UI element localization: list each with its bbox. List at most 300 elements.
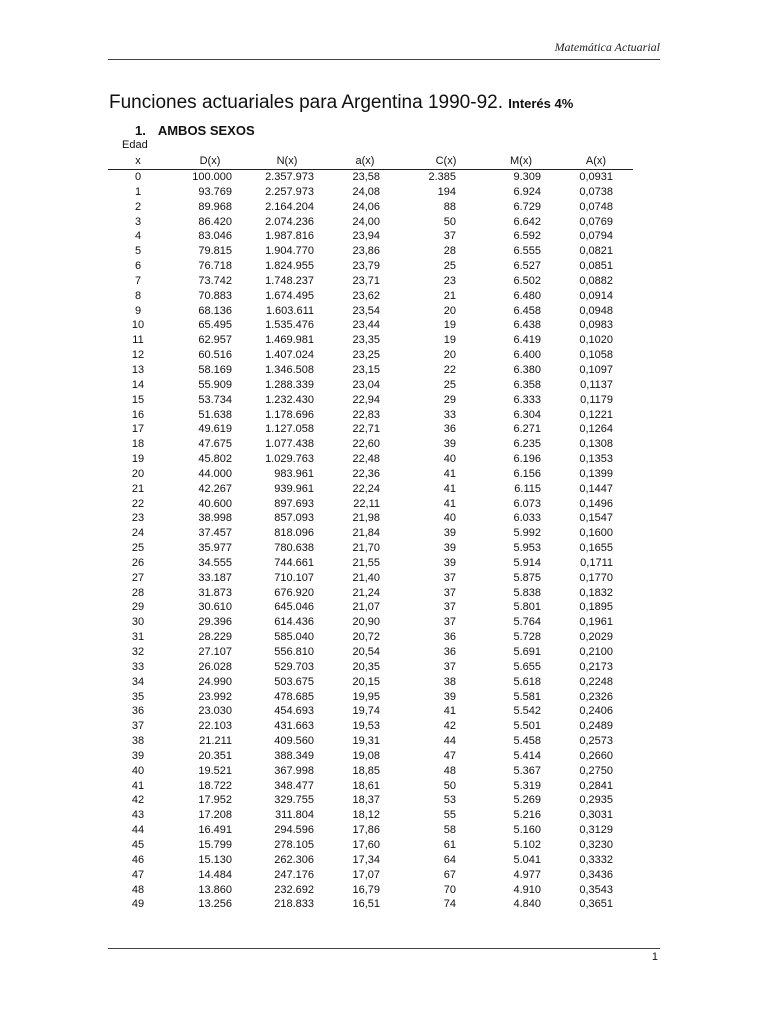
column-header-nx: N(x) bbox=[276, 155, 298, 167]
cell-mx: 6.073 bbox=[513, 497, 541, 510]
cell-ax: 22,83 bbox=[352, 408, 380, 421]
cell-cx: 88 bbox=[443, 200, 456, 213]
cell-nx: 454.693 bbox=[274, 705, 314, 718]
cell-age: 32 bbox=[131, 646, 145, 658]
cell-age: 45 bbox=[131, 838, 145, 851]
cell-mx: 5.041 bbox=[513, 853, 541, 866]
cell-ax-insurance: 0,0851 bbox=[579, 260, 613, 273]
cell-dx: 31.873 bbox=[198, 586, 232, 599]
table-row bbox=[0, 645, 768, 660]
cell-dx: 49.619 bbox=[198, 423, 232, 436]
table-row bbox=[0, 452, 768, 467]
table-row bbox=[0, 363, 768, 378]
cell-mx: 5.414 bbox=[513, 749, 541, 762]
cell-nx: 1.288.339 bbox=[265, 378, 314, 391]
cell-ax: 19,31 bbox=[352, 735, 380, 748]
cell-nx: 2.164.204 bbox=[265, 200, 314, 213]
cell-dx: 15.799 bbox=[198, 838, 232, 851]
cell-mx: 4.840 bbox=[513, 898, 541, 911]
cell-nx: 1.077.438 bbox=[265, 438, 314, 451]
table-row bbox=[0, 259, 768, 274]
cell-ax-insurance: 0,2029 bbox=[579, 631, 613, 644]
cell-ax: 16,79 bbox=[352, 883, 380, 896]
cell-ax-insurance: 0,1020 bbox=[579, 334, 613, 347]
cell-dx: 17.208 bbox=[198, 809, 232, 822]
cell-age: 20 bbox=[131, 467, 145, 480]
cell-ax-insurance: 0,2326 bbox=[579, 690, 613, 703]
cell-nx: 431.663 bbox=[274, 720, 314, 733]
cell-ax: 22,24 bbox=[352, 482, 380, 495]
cell-dx: 24.990 bbox=[198, 675, 232, 688]
cell-age: 25 bbox=[131, 542, 145, 555]
cell-dx: 38.998 bbox=[198, 512, 232, 525]
cell-nx: 262.306 bbox=[274, 853, 314, 866]
cell-mx: 5.838 bbox=[513, 586, 541, 599]
cell-nx: 409.560 bbox=[274, 735, 314, 748]
cell-ax-insurance: 0,3332 bbox=[579, 853, 613, 866]
cell-dx: 30.610 bbox=[198, 601, 232, 614]
cell-nx: 1.407.024 bbox=[265, 349, 314, 362]
cell-cx: 67 bbox=[443, 868, 456, 881]
cell-dx: 47.675 bbox=[198, 438, 232, 451]
cell-dx: 23.992 bbox=[198, 690, 232, 703]
column-header-cx: C(x) bbox=[435, 155, 457, 167]
cell-ax: 24,08 bbox=[352, 185, 380, 198]
cell-age: 34 bbox=[131, 675, 145, 688]
cell-ax-insurance: 0,1264 bbox=[579, 423, 613, 436]
cell-mx: 6.196 bbox=[513, 453, 541, 466]
cell-dx: 65.495 bbox=[198, 319, 232, 332]
table-row bbox=[0, 333, 768, 348]
cell-ax-insurance: 0,0948 bbox=[579, 304, 613, 317]
cell-cx: 25 bbox=[443, 260, 456, 273]
cell-nx: 278.105 bbox=[274, 838, 314, 851]
cell-nx: 1.603.611 bbox=[265, 304, 314, 317]
cell-mx: 5.458 bbox=[513, 735, 541, 748]
table-row bbox=[0, 704, 768, 719]
cell-age: 6 bbox=[134, 260, 142, 273]
cell-nx: 645.046 bbox=[274, 601, 314, 614]
cell-mx: 6.380 bbox=[513, 363, 541, 376]
cell-dx: 22.103 bbox=[198, 720, 232, 733]
cell-cx: 47 bbox=[443, 749, 456, 762]
cell-ax-insurance: 0,1895 bbox=[579, 601, 613, 614]
cell-ax-insurance: 0,1353 bbox=[579, 453, 613, 466]
cell-age: 49 bbox=[131, 898, 145, 911]
table-row bbox=[0, 719, 768, 734]
cell-dx: 13.256 bbox=[198, 898, 232, 911]
cell-mx: 6.592 bbox=[513, 230, 541, 243]
table-row bbox=[0, 185, 768, 200]
cell-nx: 348.477 bbox=[274, 779, 314, 792]
cell-ax: 23,35 bbox=[352, 334, 380, 347]
cell-cx: 22 bbox=[443, 363, 456, 376]
cell-cx: 70 bbox=[443, 883, 456, 896]
cell-dx: 53.734 bbox=[198, 393, 232, 406]
table-row bbox=[0, 675, 768, 690]
cell-ax-insurance: 0,2660 bbox=[579, 749, 613, 762]
cell-cx: 39 bbox=[443, 527, 456, 540]
cell-dx: 100.000 bbox=[192, 171, 232, 183]
table-row bbox=[0, 571, 768, 586]
cell-mx: 6.033 bbox=[513, 512, 541, 525]
cell-ax: 23,54 bbox=[352, 304, 380, 317]
cell-cx: 48 bbox=[443, 764, 456, 777]
cell-dx: 40.600 bbox=[198, 497, 232, 510]
cell-ax-insurance: 0,0738 bbox=[579, 185, 613, 198]
cell-dx: 27.107 bbox=[198, 646, 232, 658]
cell-ax-insurance: 0,1308 bbox=[579, 438, 613, 451]
cell-dx: 33.187 bbox=[198, 571, 232, 584]
cell-cx: 40 bbox=[443, 512, 456, 525]
cell-ax: 17,60 bbox=[352, 838, 380, 851]
cell-cx: 40 bbox=[443, 453, 456, 466]
cell-age: 42 bbox=[131, 794, 145, 807]
table-row bbox=[0, 838, 768, 853]
table-row bbox=[0, 541, 768, 556]
table-row bbox=[0, 304, 768, 319]
cell-dx: 19.521 bbox=[198, 764, 232, 777]
cell-mx: 6.555 bbox=[513, 245, 541, 258]
cell-ax: 20,90 bbox=[352, 616, 380, 629]
table-row bbox=[0, 660, 768, 675]
cell-ax: 23,62 bbox=[352, 289, 380, 302]
cell-ax-insurance: 0,2935 bbox=[579, 794, 613, 807]
cell-nx: 897.693 bbox=[274, 497, 314, 510]
cell-age: 31 bbox=[131, 631, 145, 644]
running-header-title: Matemática Actuarial bbox=[554, 40, 660, 54]
cell-dx: 23.030 bbox=[198, 705, 232, 718]
cell-age: 28 bbox=[131, 586, 145, 599]
cell-mx: 5.914 bbox=[513, 556, 541, 569]
cell-dx: 76.718 bbox=[198, 260, 232, 273]
cell-ax: 16,51 bbox=[352, 898, 380, 911]
cell-mx: 5.216 bbox=[513, 809, 541, 822]
cell-ax: 23,71 bbox=[352, 274, 380, 287]
section-label: AMBOS SEXOS bbox=[157, 123, 255, 138]
cell-ax-insurance: 0,1600 bbox=[579, 527, 613, 540]
cell-ax-insurance: 0,3129 bbox=[579, 824, 613, 837]
cell-mx: 4.977 bbox=[513, 868, 541, 881]
cell-ax: 22,71 bbox=[352, 423, 380, 436]
table-row bbox=[0, 586, 768, 601]
cell-ax-insurance: 0,1711 bbox=[580, 556, 613, 569]
cell-dx: 35.977 bbox=[198, 542, 232, 555]
cell-ax: 21,07 bbox=[352, 601, 380, 614]
actuarial-table bbox=[0, 170, 768, 912]
cell-nx: 983.961 bbox=[274, 467, 314, 480]
cell-cx: 41 bbox=[443, 497, 456, 510]
cell-cx: 61 bbox=[443, 838, 456, 851]
table-row bbox=[0, 749, 768, 764]
cell-cx: 20 bbox=[443, 304, 456, 317]
cell-dx: 79.815 bbox=[198, 245, 232, 258]
cell-mx: 6.502 bbox=[513, 274, 541, 287]
cell-mx: 5.618 bbox=[513, 675, 541, 688]
cell-age: 36 bbox=[131, 705, 145, 718]
cell-ax: 22,60 bbox=[352, 438, 380, 451]
cell-age: 39 bbox=[131, 749, 145, 762]
column-header-x: x bbox=[135, 155, 141, 167]
cell-nx: 2.357.973 bbox=[265, 171, 314, 183]
table-row bbox=[0, 883, 768, 898]
cell-nx: 2.074.236 bbox=[265, 215, 314, 228]
cell-dx: 93.769 bbox=[198, 185, 232, 198]
cell-cx: 39 bbox=[443, 542, 456, 555]
cell-mx: 5.801 bbox=[513, 601, 541, 614]
cell-cx: 41 bbox=[443, 467, 456, 480]
cell-age: 16 bbox=[131, 408, 145, 421]
cell-age: 29 bbox=[131, 601, 145, 614]
cell-mx: 5.581 bbox=[513, 690, 541, 703]
cell-mx: 5.542 bbox=[513, 705, 541, 718]
column-header-mx: M(x) bbox=[510, 155, 532, 167]
cell-ax-insurance: 0,1137 bbox=[580, 378, 613, 391]
cell-ax: 20,15 bbox=[352, 675, 380, 688]
cell-mx: 6.156 bbox=[513, 467, 541, 480]
table-row bbox=[0, 422, 768, 437]
cell-nx: 1.824.955 bbox=[265, 260, 314, 273]
cell-dx: 68.136 bbox=[198, 304, 232, 317]
cell-age: 14 bbox=[131, 378, 145, 391]
cell-dx: 51.638 bbox=[198, 408, 232, 421]
cell-age: 12 bbox=[131, 349, 145, 362]
table-row bbox=[0, 897, 768, 912]
table-row bbox=[0, 823, 768, 838]
cell-ax-insurance: 0,1399 bbox=[579, 467, 613, 480]
cell-mx: 6.729 bbox=[513, 200, 541, 213]
cell-mx: 6.400 bbox=[513, 349, 541, 362]
cell-dx: 58.169 bbox=[198, 363, 232, 376]
cell-ax: 18,85 bbox=[352, 764, 380, 777]
cell-nx: 1.029.763 bbox=[265, 453, 314, 466]
cell-ax-insurance: 0,1496 bbox=[579, 497, 613, 510]
cell-cx: 21 bbox=[443, 289, 456, 302]
cell-nx: 710.107 bbox=[274, 571, 314, 584]
cell-dx: 28.229 bbox=[198, 631, 232, 644]
cell-nx: 1.904.770 bbox=[265, 245, 314, 258]
cell-nx: 556.810 bbox=[274, 646, 314, 658]
cell-age: 5 bbox=[134, 245, 142, 258]
table-row bbox=[0, 526, 768, 541]
cell-dx: 13.860 bbox=[198, 883, 232, 896]
cell-ax-insurance: 0,1097 bbox=[579, 363, 613, 376]
cell-mx: 6.304 bbox=[513, 408, 541, 421]
cell-ax-insurance: 0,1655 bbox=[579, 542, 613, 555]
cell-age: 3 bbox=[134, 215, 142, 228]
table-row bbox=[0, 853, 768, 868]
cell-ax-insurance: 0,3031 bbox=[579, 809, 613, 822]
cell-nx: 1.346.508 bbox=[265, 363, 314, 376]
table-row bbox=[0, 615, 768, 630]
cell-cx: 37 bbox=[443, 571, 456, 584]
cell-cx: 39 bbox=[443, 690, 456, 703]
cell-age: 33 bbox=[131, 660, 145, 673]
cell-age: 24 bbox=[131, 527, 145, 540]
cell-ax: 24,00 bbox=[352, 215, 380, 228]
cell-dx: 70.883 bbox=[198, 289, 232, 302]
cell-nx: 218.833 bbox=[274, 898, 314, 911]
cell-age: 23 bbox=[131, 512, 145, 525]
cell-dx: 17.952 bbox=[198, 794, 232, 807]
cell-nx: 1.178.696 bbox=[265, 408, 314, 421]
cell-cx: 194 bbox=[437, 185, 456, 198]
title-interest: Interés 4% bbox=[508, 96, 574, 111]
table-row bbox=[0, 170, 768, 185]
cell-ax-insurance: 0,2406 bbox=[579, 705, 613, 718]
cell-dx: 86.420 bbox=[198, 215, 232, 228]
cell-dx: 26.028 bbox=[198, 660, 232, 673]
table-row bbox=[0, 393, 768, 408]
cell-age: 38 bbox=[131, 735, 145, 748]
cell-cx: 74 bbox=[443, 898, 456, 911]
cell-mx: 5.691 bbox=[513, 646, 541, 658]
cell-ax-insurance: 0,3651 bbox=[579, 898, 613, 911]
cell-cx: 36 bbox=[443, 631, 456, 644]
cell-ax: 21,98 bbox=[352, 512, 380, 525]
cell-age: 1 bbox=[134, 185, 142, 198]
cell-ax-insurance: 0,0882 bbox=[579, 274, 613, 287]
cell-ax-insurance: 0,2750 bbox=[579, 764, 613, 777]
cell-ax-insurance: 0,2489 bbox=[579, 720, 613, 733]
cell-ax: 21,24 bbox=[352, 586, 380, 599]
cell-dx: 18.722 bbox=[198, 779, 232, 792]
cell-mx: 6.358 bbox=[513, 378, 541, 391]
cell-ax-insurance: 0,1770 bbox=[579, 571, 613, 584]
cell-ax: 21,70 bbox=[352, 542, 380, 555]
table-row bbox=[0, 600, 768, 615]
cell-nx: 744.661 bbox=[274, 556, 314, 569]
cell-cx: 37 bbox=[443, 601, 456, 614]
cell-ax: 19,95 bbox=[352, 690, 380, 703]
cell-dx: 60.516 bbox=[198, 349, 232, 362]
cell-age: 0 bbox=[134, 171, 142, 183]
cell-ax: 18,37 bbox=[352, 794, 380, 807]
cell-dx: 16.491 bbox=[198, 824, 232, 837]
table-row bbox=[0, 200, 768, 215]
cell-mx: 6.924 bbox=[513, 185, 541, 198]
cell-cx: 55 bbox=[443, 809, 456, 822]
table-row bbox=[0, 378, 768, 393]
cell-ax-insurance: 0,2173 bbox=[579, 660, 613, 673]
cell-age: 26 bbox=[131, 556, 145, 569]
cell-age: 46 bbox=[131, 853, 145, 866]
cell-cx: 25 bbox=[443, 378, 456, 391]
cell-dx: 37.457 bbox=[198, 527, 232, 540]
cell-ax: 23,86 bbox=[352, 245, 380, 258]
cell-ax: 20,54 bbox=[352, 646, 380, 658]
cell-cx: 64 bbox=[443, 853, 456, 866]
cell-ax: 20,35 bbox=[352, 660, 380, 673]
cell-age: 47 bbox=[131, 868, 145, 881]
table-row bbox=[0, 229, 768, 244]
cell-nx: 2.257.973 bbox=[265, 185, 314, 198]
cell-ax: 22,94 bbox=[352, 393, 380, 406]
cell-age: 8 bbox=[134, 289, 142, 302]
cell-nx: 247.176 bbox=[274, 868, 314, 881]
cell-mx: 5.728 bbox=[513, 631, 541, 644]
cell-ax: 18,61 bbox=[352, 779, 380, 792]
cell-age: 11 bbox=[132, 334, 144, 347]
cell-cx: 37 bbox=[443, 660, 456, 673]
cell-nx: 388.349 bbox=[274, 749, 314, 762]
cell-cx: 50 bbox=[443, 779, 456, 792]
cell-nx: 1.127.058 bbox=[265, 423, 314, 436]
cell-age: 44 bbox=[131, 824, 145, 837]
cell-cx: 36 bbox=[443, 646, 456, 658]
cell-cx: 42 bbox=[443, 720, 456, 733]
cell-ax-insurance: 0,0914 bbox=[579, 289, 613, 302]
cell-age: 43 bbox=[131, 809, 145, 822]
header-rule bbox=[108, 59, 660, 60]
cell-dx: 42.267 bbox=[198, 482, 232, 495]
cell-mx: 5.655 bbox=[513, 660, 541, 673]
cell-dx: 62.957 bbox=[198, 334, 232, 347]
cell-cx: 58 bbox=[443, 824, 456, 837]
cell-ax: 20,72 bbox=[352, 631, 380, 644]
cell-age: 48 bbox=[131, 883, 145, 896]
cell-nx: 1.748.237 bbox=[265, 274, 314, 287]
cell-age: 40 bbox=[131, 764, 145, 777]
cell-age: 18 bbox=[131, 438, 145, 451]
cell-mx: 9.309 bbox=[513, 171, 541, 183]
cell-dx: 73.742 bbox=[198, 274, 232, 287]
cell-dx: 29.396 bbox=[198, 616, 232, 629]
cell-ax: 23,15 bbox=[352, 363, 380, 376]
table-row bbox=[0, 215, 768, 230]
table-row bbox=[0, 556, 768, 571]
table-row bbox=[0, 497, 768, 512]
table-row bbox=[0, 764, 768, 779]
cell-ax: 17,86 bbox=[352, 824, 380, 837]
cell-nx: 329.755 bbox=[274, 794, 314, 807]
cell-mx: 5.319 bbox=[513, 779, 541, 792]
table-row bbox=[0, 467, 768, 482]
cell-cx: 39 bbox=[443, 556, 456, 569]
cell-cx: 41 bbox=[443, 705, 456, 718]
page-number: 1 bbox=[651, 951, 658, 963]
cell-mx: 5.160 bbox=[513, 824, 541, 837]
cell-ax: 19,74 bbox=[352, 705, 380, 718]
cell-cx: 19 bbox=[443, 319, 456, 332]
cell-mx: 5.367 bbox=[513, 764, 541, 777]
cell-cx: 37 bbox=[443, 616, 456, 629]
cell-cx: 33 bbox=[443, 408, 456, 421]
cell-ax-insurance: 0,0769 bbox=[579, 215, 613, 228]
cell-ax-insurance: 0,2100 bbox=[579, 646, 613, 658]
cell-ax-insurance: 0,3436 bbox=[579, 868, 613, 881]
section-heading bbox=[135, 123, 255, 138]
cell-mx: 6.458 bbox=[513, 304, 541, 317]
table-row bbox=[0, 437, 768, 452]
cell-ax: 23,79 bbox=[352, 260, 380, 273]
cell-nx: 367.998 bbox=[274, 764, 314, 777]
table-row bbox=[0, 779, 768, 794]
cell-cx: 19 bbox=[443, 334, 456, 347]
cell-nx: 780.638 bbox=[274, 542, 314, 555]
table-row bbox=[0, 408, 768, 423]
cell-nx: 676.920 bbox=[274, 586, 314, 599]
table-row bbox=[0, 808, 768, 823]
table-row bbox=[0, 482, 768, 497]
cell-nx: 857.093 bbox=[274, 512, 314, 525]
cell-mx: 6.438 bbox=[513, 319, 541, 332]
cell-cx: 37 bbox=[443, 230, 456, 243]
cell-cx: 39 bbox=[443, 438, 456, 451]
table-row bbox=[0, 511, 768, 526]
cell-ax-insurance: 0,0931 bbox=[579, 171, 613, 183]
cell-mx: 5.269 bbox=[513, 794, 541, 807]
